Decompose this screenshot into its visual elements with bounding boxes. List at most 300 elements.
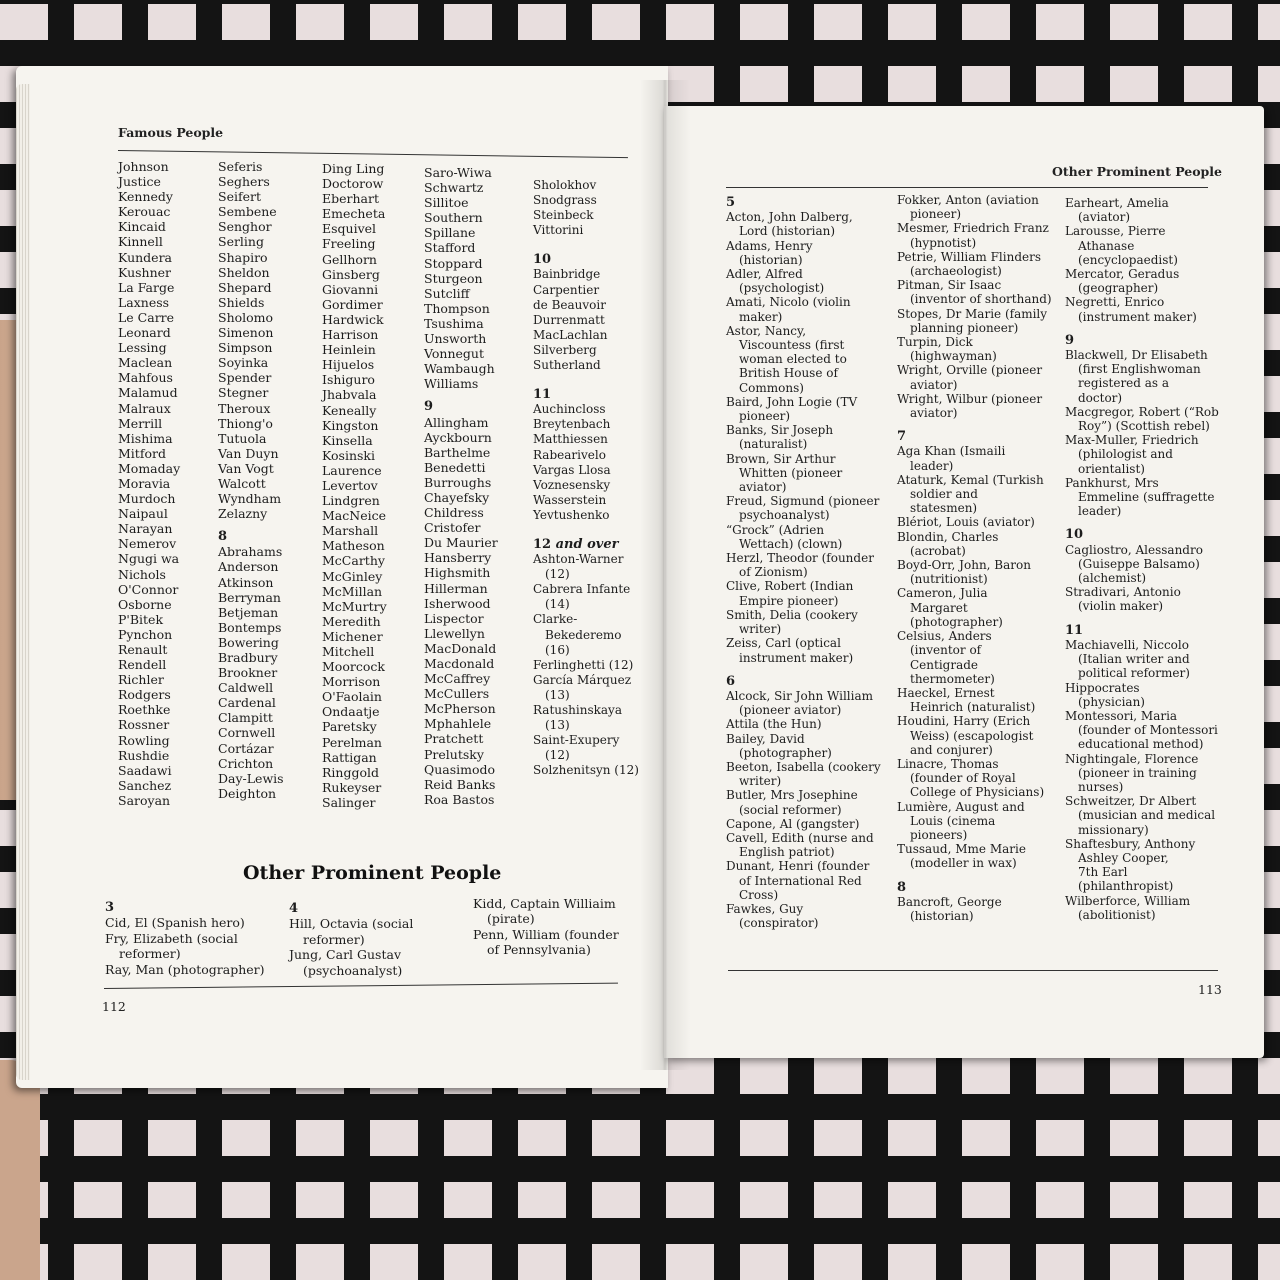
entry-line: Turpin, Dick [897,335,973,350]
name-entry: Esquivel [322,221,377,237]
entry-line: and conjurer) [910,742,993,757]
entry-line: (instrument maker) [1078,309,1197,324]
entry-line: British House of [739,366,838,381]
name-entry: Saroyan [118,792,171,808]
entry-line: Viscountess (first [739,338,845,353]
letter-count-heading: 8 [897,879,907,895]
name-entry: Narayan [118,521,173,537]
entry-line: Houdini, Harry (Erich [897,714,1031,729]
entry-line: Emmeline (suffragette [1078,490,1215,505]
name-entry: Rushdie [118,747,170,763]
name-entry: Thompson [424,300,490,316]
name-entry: Richler [118,672,164,688]
entry-line: Max-Muller, Friedrich [1065,433,1199,448]
entry-line: orientalist) [1078,461,1145,476]
name-entry: Pynchon [118,626,173,642]
name-entry: Le Carre [118,309,175,325]
entry-line: Amati, Nicolo (violin [726,295,851,310]
name-entry: Laurence [322,462,382,478]
entry-line: Attila (the Hun) [726,717,822,732]
name-entry: García Márquez [533,672,632,687]
name-entry: Breytenbach [533,417,611,432]
name-entry: Unsworth [424,331,487,347]
name-entry: Hillerman [424,580,488,596]
left-page-number: 112 [102,999,126,1014]
name-entry: Mphahlele [424,716,492,732]
name-entry: Wyndham [218,491,282,507]
name-entry: Keneally [322,402,377,418]
letter-count-heading: 11 [1065,622,1084,638]
entry-line: Whitten (pioneer [739,465,843,480]
name-entry: Macdonald [424,656,495,671]
letter-count-heading: 11 [533,387,552,403]
entry-line: Bailey, David [726,731,805,746]
name-entry: Ginsberg [322,266,380,282]
name-entry: Emecheta [322,206,386,222]
name-entry: McMillan [322,583,383,599]
name-entry: Cristofer [424,520,481,536]
name-entry: Spillane [424,225,476,241]
name-entry: O'Connor [118,581,179,597]
name-entry: McGinley [322,568,383,584]
entry-line: Blackwell, Dr Elisabeth [1065,348,1208,363]
entry-line: soldier and [910,487,978,502]
entry-line: (psychoanalyst) [303,962,403,978]
entry-line: of Zionism) [739,565,808,580]
name-entry: Vonnegut [424,346,484,362]
name-entry: Hansberry [424,550,492,566]
entry-line: writer) [739,622,782,637]
entry-line: Astor, Nancy, [726,323,807,338]
name-entry: Cortázar [218,740,274,756]
entry-line: Hippocrates [1065,680,1140,695]
entry-line: Penn, William (founder [473,926,619,942]
name-entry: McCaffrey [424,671,491,687]
entry-line: (physician) [1078,694,1145,709]
name-entry: Abrahams [218,544,283,560]
name-entry: Salinger [322,794,376,810]
entry-line: Roy”) (Scottish rebel) [1078,419,1210,434]
entry-line: Lumière, August and [897,799,1025,814]
name-entry: (14) [545,597,570,612]
right-column-1 [726,196,881,930]
name-entry: Leonard [118,325,171,341]
name-entry: Voznesensky [533,477,611,492]
entry-line: Larousse, Pierre [1065,224,1166,239]
name-entry: Kosinski [322,447,375,463]
letter-count-heading: 9 [1065,332,1075,348]
name-entry: Ratushinskaya [533,703,622,717]
name-entry: Zelazny [218,506,268,522]
entry-line: Linacre, Thomas [897,756,999,771]
letter-count-heading: 6 [726,673,736,689]
entry-line: (nutritionist) [910,572,988,587]
right-top-rule [726,187,1208,188]
entry-line: Montessori, Maria [1065,708,1178,723]
name-column-2 [218,159,284,801]
name-entry: Steinbeck [533,208,594,223]
name-entry: Bekederemo [545,627,622,642]
name-entry: (12) [545,567,570,582]
name-entry: Atkinson [218,574,274,590]
entry-line: missionary) [1078,822,1149,837]
entry-line: Smith, Delia (cookery [726,607,858,622]
entry-line: Stopes, Dr Marie (family [897,306,1048,321]
entry-line: Fry, Elizabeth (social [105,930,238,946]
name-entry: Deighton [218,785,277,801]
entry-line: Blondin, Charles [897,529,999,544]
name-entry: McCullers [424,686,490,702]
entry-line: Cross) [739,887,779,902]
entry-line: pioneer) [739,409,791,424]
left-running-head: Famous People [118,125,224,140]
letter-count-heading: 5 [726,195,736,210]
name-entry: Kennedy [118,189,173,205]
entry-line: (historian) [910,908,974,923]
entry-line: Petrie, William Flinders [897,249,1041,264]
name-column-3 [322,161,387,810]
entry-line: (highwayman) [910,349,997,364]
name-entry: Cardenal [218,695,276,711]
letter-count-heading: 12 and over [533,536,619,552]
name-entry: Southern [424,210,483,226]
name-entry: Freeling [322,236,376,252]
entry-line: (photographer) [739,745,832,760]
name-entry: Vargas Llosa [533,462,611,477]
name-entry: Ashton-Warner [533,552,624,567]
entry-line: Beeton, Isabella (cookery [726,759,881,774]
entry-line: Ataturk, Kemal (Turkish [897,472,1044,487]
name-entry: Sturgeon [424,270,483,286]
other-column-3 [105,900,265,977]
entry-line: (founder of Royal [910,771,1016,786]
entry-line: Earheart, Amelia [1065,196,1169,210]
name-entry: Wambaugh [424,361,495,377]
name-entry: Carpentier [533,282,600,297]
name-entry: Justice [118,174,161,190]
entry-line: Baird, John Logie (TV [726,394,858,409]
name-entry: Nemerov [118,536,177,552]
entry-line: Machiavelli, Niccolo [1065,637,1189,652]
name-entry: Moravia [118,475,171,491]
name-entry: Mahfous [118,370,173,386]
entry-line: (encyclopaedist) [1078,252,1178,267]
entry-line: Freud, Sigmund (pioneer [726,494,880,509]
name-entry: Brookner [218,665,278,681]
entry-line: Banks, Sir Joseph [726,423,834,438]
entry-line: Shaftesbury, Anthony [1065,836,1196,851]
entry-line: Commons) [739,380,804,395]
entry-line: (conspirator) [739,916,819,931]
name-entry: Senghor [218,219,272,235]
name-entry: Mitchell [322,644,375,659]
name-entry: Wasserstein [533,492,607,507]
other-column-4 [289,901,413,978]
name-entry: Momaday [118,460,181,476]
entry-line: reformer) [119,946,181,962]
name-entry: Eberhart [322,191,380,207]
name-entry: MacNeice [322,508,386,524]
name-entry: Meredith [322,613,381,629]
name-entry: Chayefsky [424,489,490,505]
name-entry: Rossner [118,717,170,733]
name-entry: Hijuelos [322,357,375,373]
entry-line: 7th Earl [1078,865,1128,880]
name-entry: Rattigan [322,749,377,765]
name-entry: Schwartz [424,180,484,196]
entry-line: (pioneer in training [1078,765,1197,780]
entry-line: writer) [739,774,782,789]
entry-line: Cameron, Julia [897,586,988,601]
entry-line: planning pioneer) [910,320,1019,335]
entry-line: Jung, Carl Gustav [289,947,402,963]
entry-line: Wright, Wilbur (pioneer [897,391,1043,406]
entry-line: Wilberforce, William [1065,893,1191,908]
name-entry: Vittorini [533,223,584,238]
name-entry: Burroughs [424,474,492,490]
name-entry: Yevtushenko [533,507,610,522]
entry-line: Mesmer, Friedrich Franz [897,221,1049,236]
name-entry: Isherwood [424,595,491,611]
entry-line: (psychologist) [739,281,825,296]
entry-line: Mercator, Geradus [1065,267,1180,282]
entry-line: Wettach) (clown) [739,536,843,551]
name-entry: La Farge [118,279,175,295]
name-entry: de Beauvoir [533,297,606,312]
entry-line: (inventor of [910,643,982,658]
entry-line: Blériot, Louis (aviator) [897,515,1035,530]
name-column-4 [424,165,498,807]
name-entry: Simpson [218,340,273,356]
name-entry: Marshall [322,523,379,539]
entry-line: (philologist and [1078,447,1173,462]
entry-line: Stradivari, Antonio [1065,585,1181,600]
name-entry: Gordimer [322,296,383,312]
entry-line: (geographer) [1078,281,1159,296]
entry-line: (acrobat) [910,543,966,558]
name-entry: Shepard [218,279,272,295]
entry-line: Alcock, Sir John William [726,688,873,703]
entry-line: woman elected to [739,352,847,367]
entry-line: (hypnotist) [910,235,977,250]
name-entry: Michener [322,628,383,644]
entry-line: (pirate) [487,911,535,927]
entry-line: College of Physicians) [910,785,1045,800]
entry-line: pioneers) [910,827,968,842]
name-entry: MacDonald [424,640,497,656]
entry-line: Nightingale, Florence [1065,751,1199,766]
name-entry: Ferlinghetti (12) [533,657,634,672]
name-entry: Williams [424,376,479,392]
name-entry: Ishiguro [322,372,375,388]
letter-count-heading: 10 [1065,527,1084,543]
right-column-3 [1065,196,1219,922]
name-entry: Rendell [118,657,167,673]
entry-line: (inventor of shorthand) [910,292,1052,307]
name-entry: Bainbridge [533,267,601,282]
name-entry: Rukeyser [322,779,382,795]
name-entry: Clampitt [218,710,273,726]
name-entry: Moorcock [322,659,385,675]
letter-count-heading: 7 [897,429,907,445]
name-entry: McCarthy [322,553,385,569]
name-entry: Bradbury [218,650,278,665]
entry-line: (first Englishwoman [1078,362,1201,377]
entry-line: Brown, Sir Arthur [726,451,836,466]
name-entry: Ringgold [322,764,379,780]
name-entry: Auchincloss [533,402,606,417]
name-entry: Roa Bastos [424,791,495,807]
name-entry: Bowering [218,634,279,650]
name-entry: Ondaatje [322,704,380,720]
name-entry: Ayckbourn [424,429,492,445]
name-entry: Murdoch [118,491,176,507]
entry-line: aviator) [739,480,787,495]
name-entry: Hardwick [322,311,384,327]
entry-line: Capone, Al (gangster) [726,816,860,831]
entry-line: pioneer) [910,207,962,222]
entry-line: (aviator) [1078,210,1131,225]
entry-line: (social reformer) [739,802,842,817]
entry-line: (Italian writer and [1078,652,1190,667]
entry-line: Empire pioneer) [739,593,839,608]
entry-line: Ray, Man (photographer) [105,961,265,977]
entry-line: Bancroft, George [897,894,1002,909]
name-entry: Llewellyn [424,625,485,641]
name-entry: Allingham [424,414,489,430]
entry-line: maker) [739,309,783,324]
entry-line: “Grock” (Adrien [726,522,825,537]
entry-line: Louis (cinema [910,813,996,828]
name-entry: P'Bitek [118,611,164,627]
entry-line: Cid, El (Spanish hero) [105,915,245,931]
entry-line: Cagliostro, Alessandro [1065,542,1203,557]
page-edges [16,84,30,1080]
name-entry: Harrison [322,327,379,343]
entry-line: (abolitionist) [1078,907,1156,922]
name-entry: Johnson [118,159,169,174]
entry-line: (pioneer aviator) [739,703,842,718]
name-entry: Rabearivelo [533,447,606,462]
name-entry: Du Maurier [424,535,498,551]
name-entry: (16) [545,642,570,657]
name-entry: (13) [545,687,570,702]
right-column-2 [897,193,1052,923]
name-entry: Merrill [118,415,163,431]
name-entry: Morrison [322,674,381,690]
name-entry: Solzhenitsyn (12) [533,763,639,778]
name-entry: Renault [118,642,168,657]
name-entry: Gellhorn [322,251,377,267]
name-entry: Tutuola [218,430,267,446]
entry-line: Schweitzer, Dr Albert [1065,794,1197,809]
name-entry: MacLachlan [533,327,608,342]
entry-line: Lord (historian) [739,224,836,239]
name-entry: Cornwell [218,725,276,741]
name-entry: Kundera [118,249,172,265]
letter-count-heading: 9 [424,399,434,415]
name-entry: Stoppard [424,255,483,271]
entry-line: (musician and medical [1078,808,1216,823]
name-entry: (13) [545,718,570,733]
entry-line: Adler, Alfred [726,267,803,282]
entry-line: leader) [910,458,954,473]
name-entry: Cabrera Infante [533,582,631,597]
entry-line: (archaeologist) [910,264,1002,279]
entry-line: (philanthropist) [1078,879,1174,894]
entry-line: Macgregor, Robert (“Rob [1065,404,1219,419]
entry-line: Negretti, Enrico [1065,295,1165,310]
entry-line: (founder of Montessori [1078,723,1218,738]
name-entry: Laxness [118,294,170,310]
name-entry: Childress [424,505,484,521]
name-entry: Sholomo [218,309,274,325]
name-entry: Kinsella [322,432,373,448]
entry-line: Acton, John Dalberg, [726,210,853,225]
name-entry: Kincaid [118,219,166,235]
entry-line: doctor) [1078,390,1123,405]
name-entry: O'Faolain [322,689,382,705]
name-entry: Seferis [218,159,263,174]
hand-edge [0,1060,40,1280]
name-entry: Maclean [118,355,173,371]
entry-line: of International Red [739,873,862,888]
name-entry: Malraux [118,400,171,416]
name-entry: Betjeman [218,604,279,620]
name-column-5 [533,178,639,778]
name-entry: Soyinka [218,355,269,371]
entry-line: political reformer) [1078,666,1190,681]
entry-line: (naturalist) [739,437,808,452]
name-entry: Paretsky [322,719,377,735]
name-entry: Seghers [218,174,270,190]
name-entry: Benedetti [424,459,486,475]
name-entry: Walcott [218,475,266,491]
entry-line: (Guiseppe Balsamo) [1078,556,1200,571]
name-entry: Highsmith [424,565,491,581]
entry-line: Boyd-Orr, John, Baron [897,558,1031,573]
name-entry: Kerouac [118,204,171,220]
name-entry: Rowling [118,732,170,748]
entry-line: registered as a [1078,376,1170,391]
name-entry: Jhabvala [322,387,377,403]
entry-line: (violin maker) [1078,599,1164,614]
name-entry: Barthelme [424,444,491,460]
name-entry: Giovanni [322,281,379,297]
name-entry: Sutherland [533,358,601,373]
entry-line: Athanase [1078,238,1135,253]
name-entry: Bontemps [218,619,282,635]
entry-line: Wright, Orville (pioneer [897,363,1043,378]
name-entry: Lispector [424,610,484,626]
name-entry: Kushner [118,264,172,280]
entry-line: instrument maker) [739,650,854,665]
name-entry: Levertov [322,477,378,493]
name-entry: Van Vogt [218,460,274,476]
entry-line: educational method) [1078,737,1204,752]
entry-line: Weiss) (escapologist [910,728,1034,743]
name-entry: Berryman [218,589,281,605]
name-entry: McMurtry [322,598,387,614]
name-entry: Osborne [118,596,172,612]
entry-line: (photographer) [910,614,1003,629]
name-entry: Lindgren [322,493,380,509]
entry-line: Clive, Robert (Indian [726,579,854,594]
name-entry: Simenon [218,325,274,341]
name-entry: Roethke [118,702,171,718]
entry-line: aviator) [910,377,958,392]
entry-line: English patriot) [739,845,835,860]
